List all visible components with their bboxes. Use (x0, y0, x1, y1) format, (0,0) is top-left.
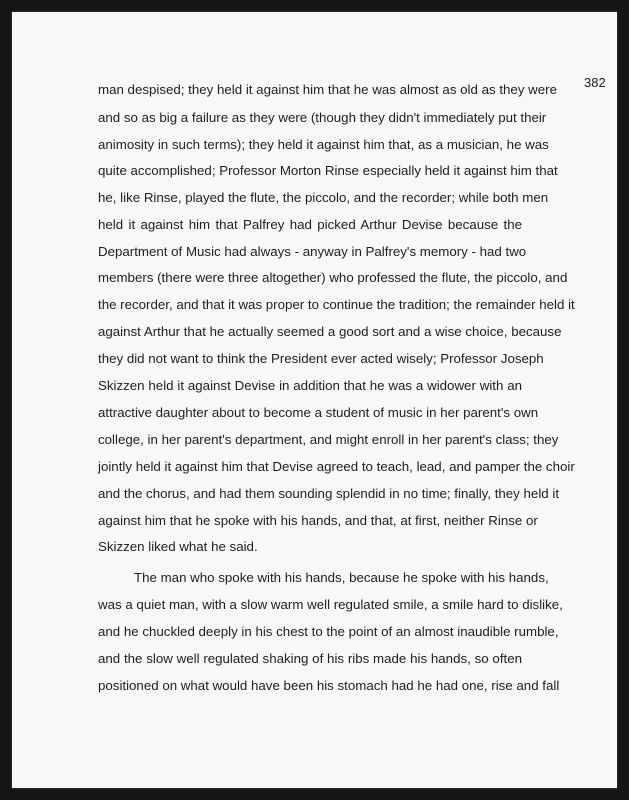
text-line: attractive daughter about to become a student of music in her parent's own (98, 405, 539, 420)
page-number: 382 (584, 75, 606, 90)
text-line: quite accomplished; Professor Morton Rinse especially held it against him that (98, 163, 558, 178)
text-line: against Arthur that he actually seemed a good sort and a wise choice, because (98, 324, 562, 339)
text-line: members (there were three altogether) who professed the flute, the piccolo, and (98, 270, 568, 285)
text-line: and the chorus, and had them sounding splendid in no time; finally, they held it (98, 486, 560, 501)
text-line: college, in her parent's department, and might enroll in her parent's class; they (98, 432, 559, 447)
text-line: Skizzen held it against Devise in addition that he was a widower with an (98, 378, 522, 393)
text-line: against him that he spoke with his hands, and that, at first, neither Rinse or (98, 513, 538, 528)
text-line: and he chuckled deeply in his chest to the point of an almost inaudible rumble, (98, 624, 559, 639)
text-line: man despised; they held it against him that he was almost as old as they were (98, 82, 557, 97)
text-line: and the slow well regulated shaking of his ribs made his hands, so often (98, 651, 522, 666)
text-line: jointly held it against him that Devise agreed to teach, lead, and pamper the choir (98, 459, 575, 474)
text-line: Department of Music had always - anyway in Palfrey's memory - had two (98, 244, 527, 259)
text-line: positioned on what would have been his stomach had he had one, rise and fall (98, 678, 560, 693)
text-line: Skizzen liked what he said. (98, 539, 258, 554)
text-line: they did not want to think the President ever acted wisely; Professor Joseph (98, 351, 544, 366)
text-line: The man who spoke with his hands, because he spoke with his hands, (134, 570, 549, 585)
text-line: and so as big a failure as they were (though they didn't immediately put their (98, 110, 547, 125)
text-line: the recorder, and that it was proper to continue the tradition; the remainder held it (98, 297, 575, 312)
text-line: animosity in such terms); they held it against him that, as a musician, he was (98, 137, 549, 152)
document-page (11, 11, 618, 789)
text-line: he, like Rinse, played the flute, the piccolo, and the recorder; while both men (98, 190, 549, 205)
text-line: was a quiet man, with a slow warm well regulated smile, a smile hard to dislike, (98, 597, 563, 612)
text-line: held it against him that Palfrey had picked Arthur Devise because the (98, 217, 522, 232)
